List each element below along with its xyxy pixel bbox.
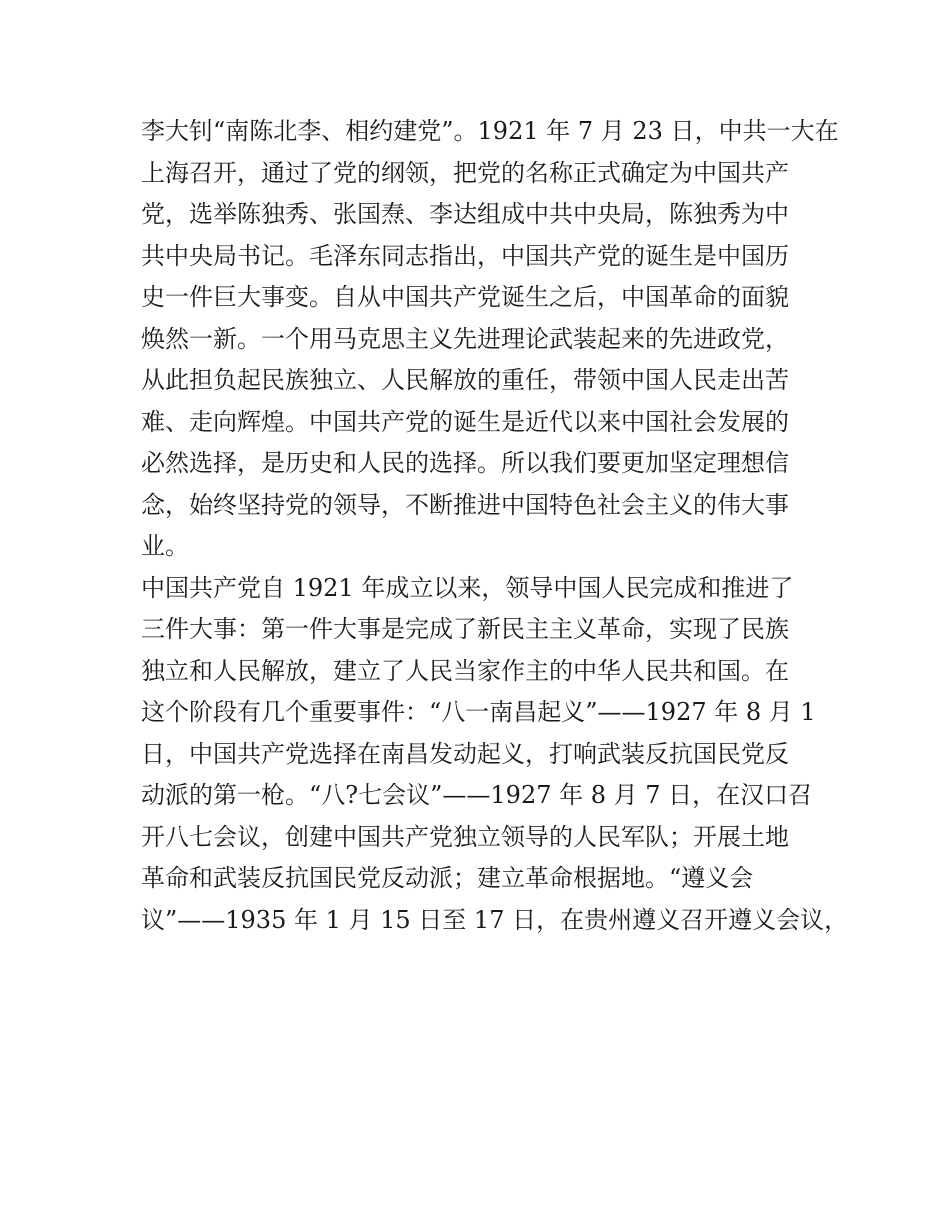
text-line: 动派的第一枪。“八?七会议”——1927 年 8 月 7 日，在汉口召 bbox=[141, 781, 813, 809]
text-line: 必然选择，是历史和人民的选择。所以我们要更加坚定理想信 bbox=[141, 449, 789, 477]
paragraph-2 bbox=[141, 568, 849, 942]
text-line: 难、走向辉煌。中国共产党的诞生是近代以来中国社会发展的 bbox=[141, 407, 789, 436]
text-line: 从此担负起民族独立、人民解放的重任，带领中国人民走出苦 bbox=[141, 366, 789, 394]
text-line: 革命和武装反抗国民党反动派；建立革命根据地。“遵义会 bbox=[141, 864, 754, 892]
text-line: 念，始终坚持党的领导，不断推进中国特色社会主义的伟大事 bbox=[141, 490, 789, 519]
text-line: 业。 bbox=[141, 532, 189, 560]
body-text bbox=[141, 111, 849, 941]
text-line: 史一件巨大事变。自从中国共产党诞生之后，中国革命的面貌 bbox=[141, 283, 789, 311]
text-line: 独立和人民解放，建立了人民当家作主的中华人民共和国。在 bbox=[141, 656, 789, 685]
text-line: 上海召开，通过了党的纲领，把党的名称正式确定为中国共产 bbox=[141, 158, 789, 187]
text-line: 议”——1935 年 1 月 15 日至 17 日，在贵州遵义召开遵义会议， bbox=[141, 905, 849, 934]
text-line: 共中央局书记。毛泽东同志指出，中国共产党的诞生是中国历 bbox=[141, 241, 789, 270]
text-line: 这个阶段有几个重要事件：“八一南昌起义”——1927 年 8 月 1 bbox=[141, 698, 816, 726]
text-line: 中国共产党自 1921 年成立以来，领导中国人民完成和推进了 bbox=[141, 573, 794, 602]
text-line: 三件大事：第一件大事是完成了新民主主义革命，实现了民族 bbox=[141, 615, 789, 643]
paragraph-1 bbox=[141, 111, 839, 568]
text-line: 党，选举陈独秀、张国焘、李达组成中共中央局，陈独秀为中 bbox=[141, 200, 789, 228]
text-line: 焕然一新。一个用马克思主义先进理论武装起来的先进政党， bbox=[141, 324, 789, 353]
text-line: 日，中国共产党选择在南昌发动起义，打响武装反抗国民党反 bbox=[141, 739, 789, 768]
text-line: 开八七会议，创建中国共产党独立领导的人民军队；开展土地 bbox=[141, 822, 789, 851]
text-line: 李大钊“南陈北李、相约建党”。1921 年 7 月 23 日，中共一大在 bbox=[141, 117, 839, 145]
